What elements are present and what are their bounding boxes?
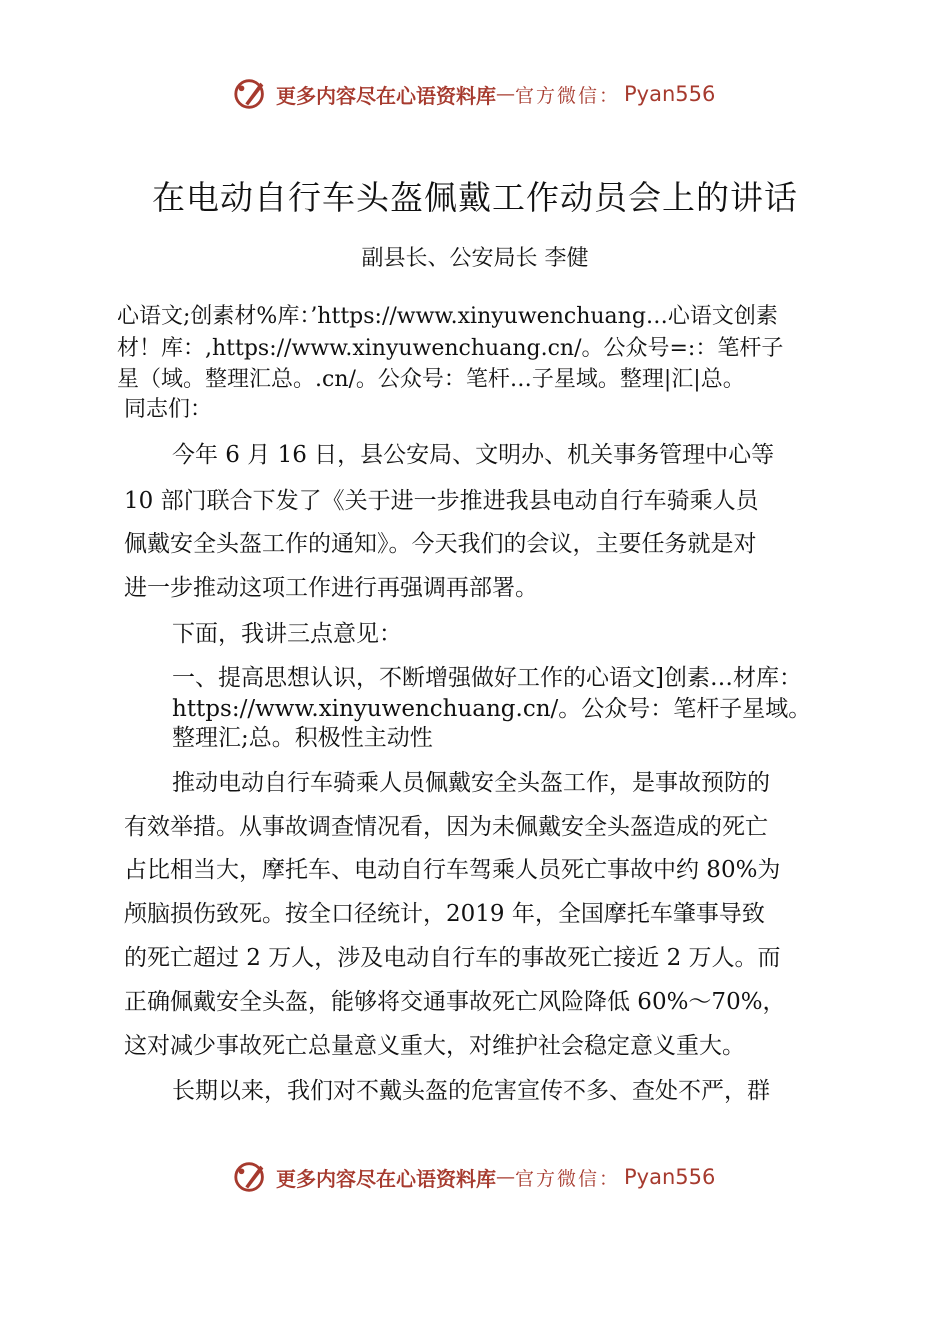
paragraph-line: 颅脑损伤致死。按全口径统计，2019 年，全国摩托车肇事导致 [124, 901, 765, 927]
paragraph-line: 占比相当大，摩托车、电动自行车驾乘人员死亡事故中约 80%为 [124, 857, 781, 883]
paragraph-line: 进一步推动这项工作进行再强调再部署。 [124, 575, 538, 601]
banner-wechat-id: Pyan556 [624, 82, 716, 106]
paragraph-line: 下面，我讲三点意见： [172, 621, 402, 647]
banner-separator: — [496, 83, 515, 105]
paragraph-line: 有效举措。从事故调查情况看，因为未佩戴安全头盔造成的死亡 [124, 814, 768, 840]
document-title: 在电动自行车头盔佩戴工作动员会上的讲话 [152, 178, 798, 217]
paragraph-line: 这对减少事故死亡总量意义重大，对维护社会稳定意义重大。 [124, 1033, 745, 1059]
banner-text: 更多内容尽在心语资料库 [276, 83, 496, 108]
section-heading-line: https://www.xinyuwenchuang.cn/。公众号：笔杆子星域。 [172, 696, 812, 722]
byline: 副县长、公安局长 李健 [361, 246, 589, 271]
pen-logo-icon [232, 1158, 270, 1196]
paragraph-line: 的死亡超过 2 万人，涉及电动自行车的事故死亡接近 2 万人。而 [124, 945, 781, 971]
banner-separator: — [496, 1166, 515, 1188]
paragraph-line: 佩戴安全头盔工作的通知》。今天我们的会议，主要任务就是对 [124, 531, 757, 557]
pen-logo-icon [232, 75, 270, 113]
banner-label: 官方微信： [515, 1167, 621, 1190]
header-banner [232, 74, 752, 114]
paragraph-line: 长期以来，我们对不戴头盔的危害宣传不多、查处不严，群 [172, 1078, 770, 1104]
salutation: 同志们： [124, 397, 213, 422]
banner-text: 更多内容尽在心语资料库 [276, 1166, 496, 1191]
watermark-line: 心语文;创素材%库：’https://www.xinyuwenchuang…心语文创素 [117, 304, 778, 329]
paragraph-line: 正确佩戴安全头盔，能够将交通事故死亡风险降低 60%～70%， [124, 989, 786, 1015]
banner-wechat-id: Pyan556 [624, 1165, 716, 1189]
paragraph-line: 推动电动自行车骑乘人员佩戴安全头盔工作，是事故预防的 [172, 770, 770, 796]
watermark-line: 材！库：,https://www.xinyuwenchuang.cn/。公众号=:：笔杆子 [117, 336, 784, 361]
footer-banner [232, 1157, 752, 1197]
paragraph-line: 今年 6 月 16 日，县公安局、文明办、机关事务管理中心等 [172, 442, 775, 468]
section-heading-line: 一、提高思想认识，不断增强做好工作的心语文]创素…材库： [172, 665, 802, 691]
banner-label: 官方微信： [515, 84, 621, 107]
paragraph-line: 10 部门联合下发了《关于进一步推进我县电动自行车骑乘人员 [124, 488, 759, 514]
watermark-line: 星（域。整理汇总。.cn/。公众号：笔杆…子星域。整理|汇|总。 [117, 367, 745, 392]
section-heading-line: 整理汇;总。积极性主动性 [172, 725, 433, 751]
